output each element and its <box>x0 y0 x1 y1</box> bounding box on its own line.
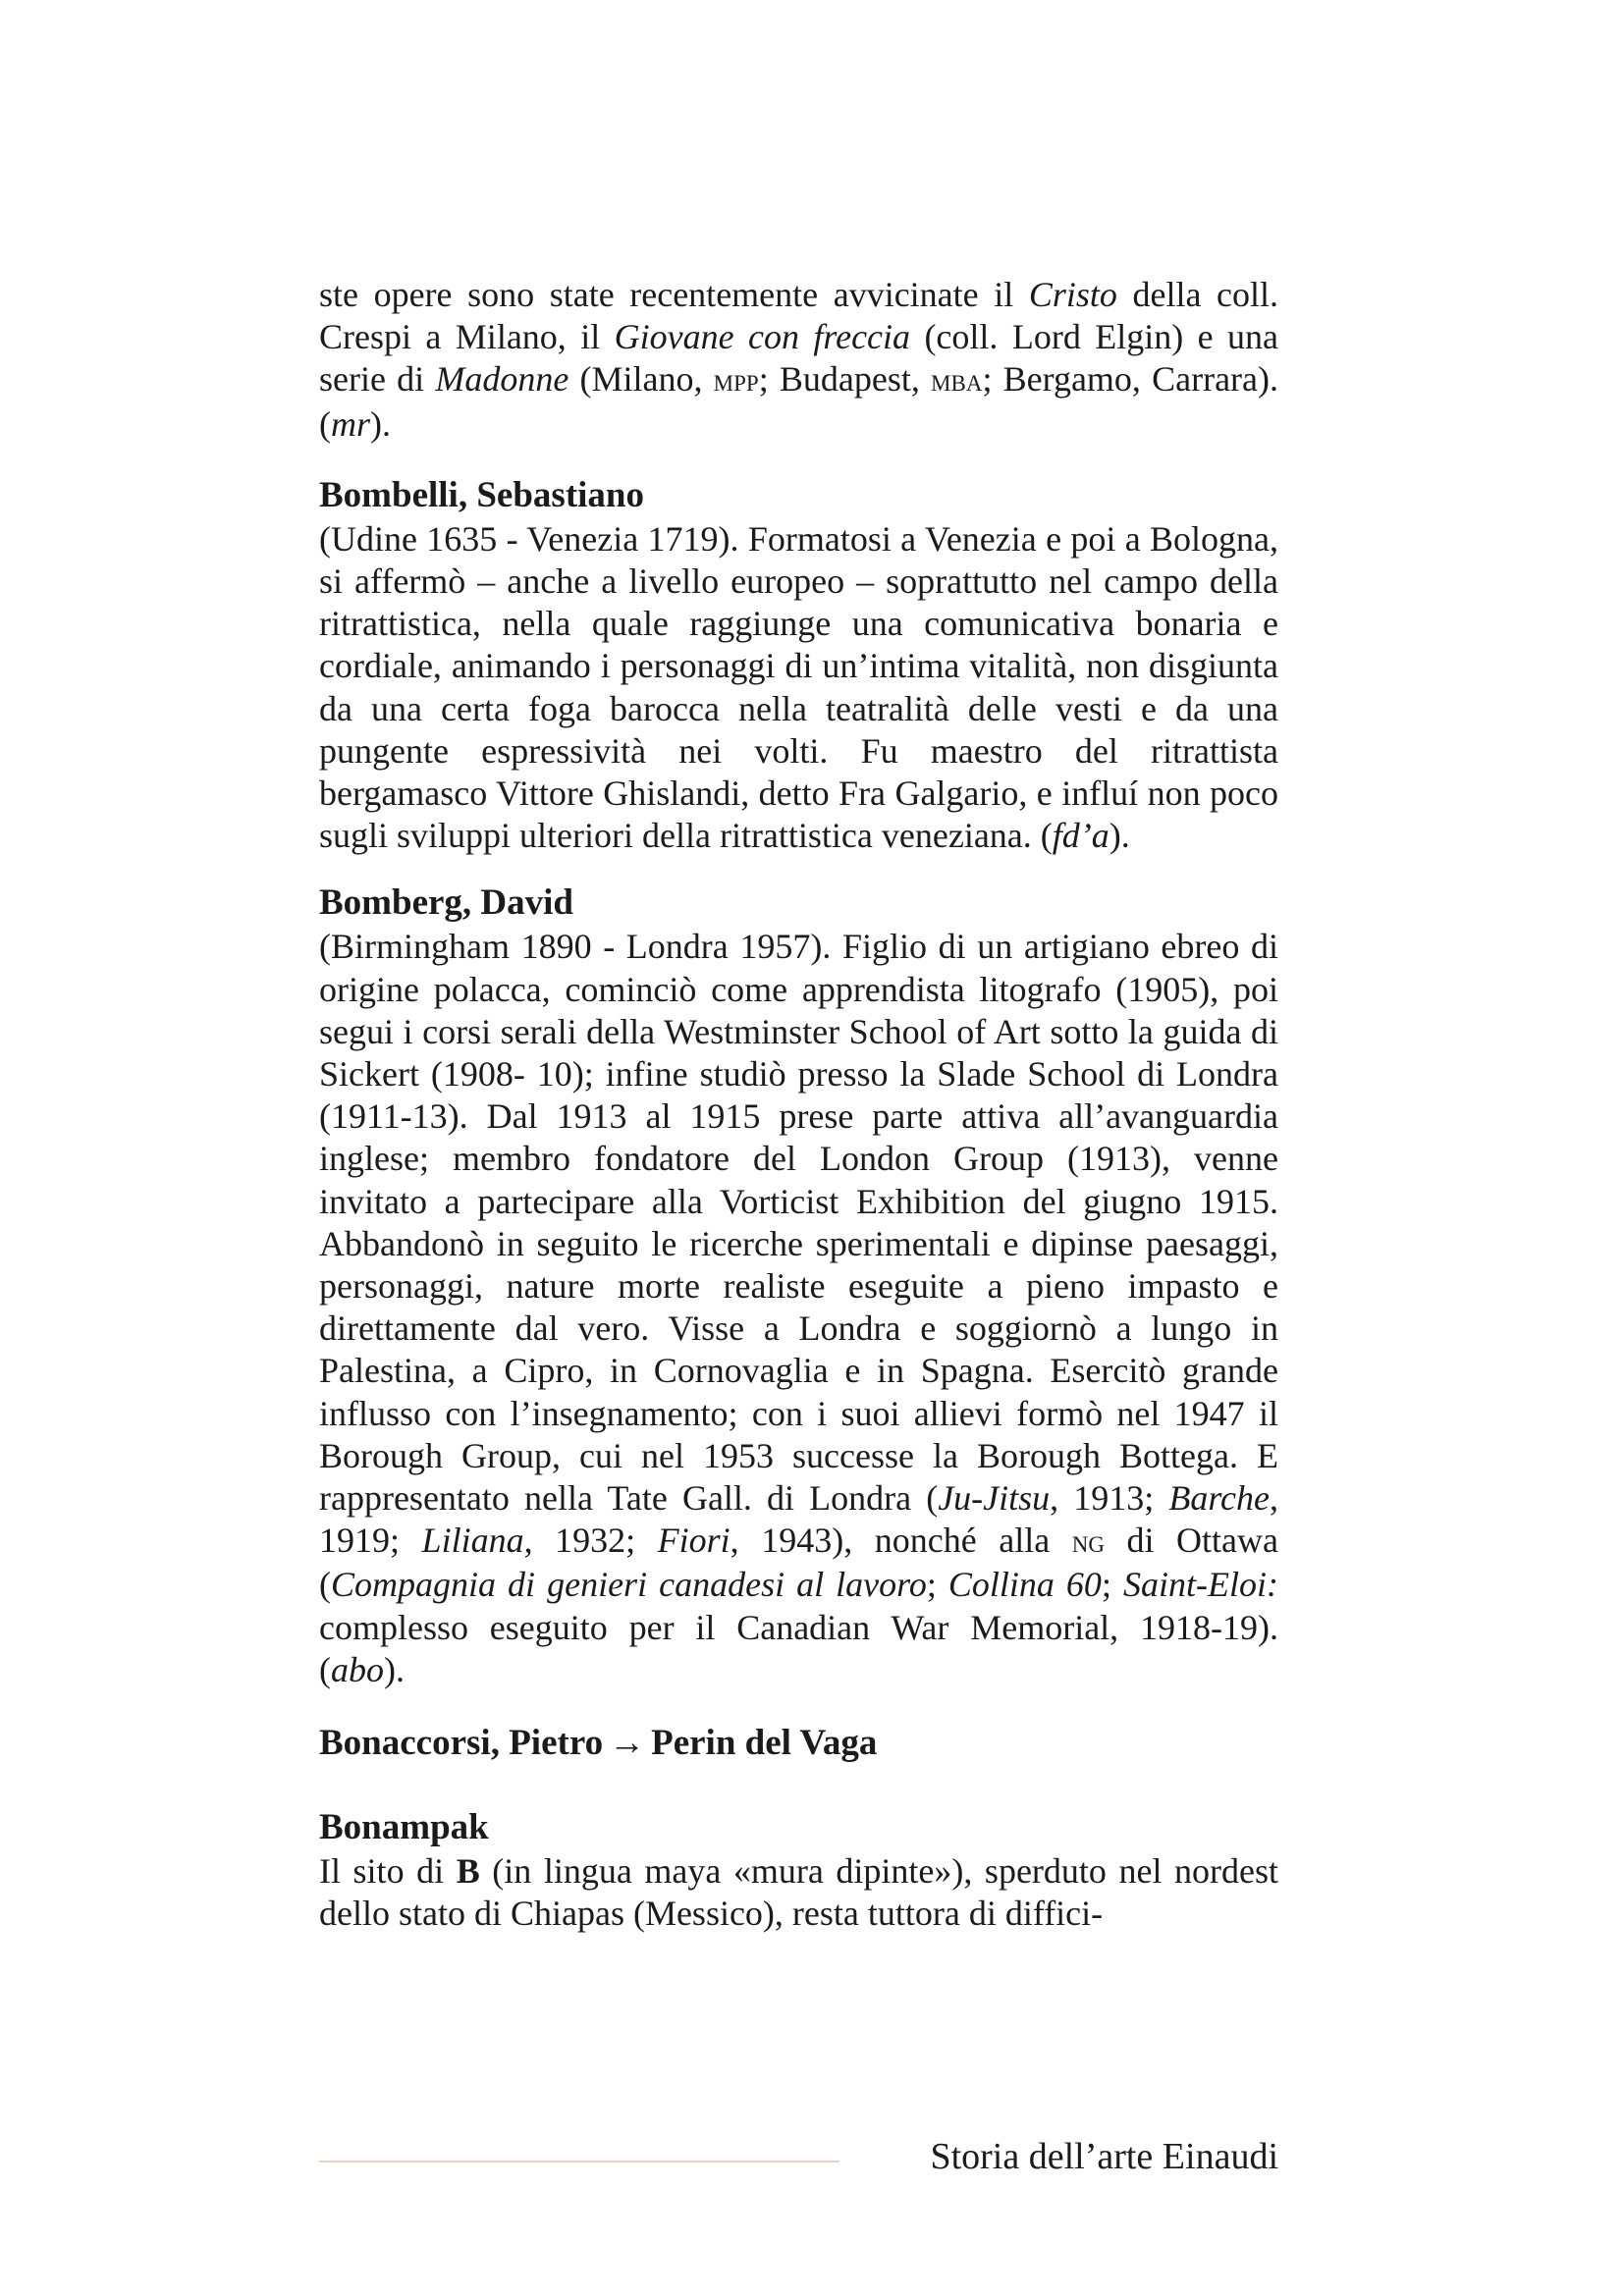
text-run: , 1932; <box>523 1521 658 1561</box>
work-title: Liliana <box>421 1521 524 1561</box>
entry-body-bomberg <box>319 926 1278 1691</box>
text-run: ). <box>384 1649 405 1689</box>
work-title: Collina 60 <box>947 1565 1102 1605</box>
text-run: , 1919; <box>319 1478 1278 1561</box>
author-initials: mr <box>331 403 371 444</box>
page-footer <box>319 2134 1278 2183</box>
author-initials: abo <box>331 1649 384 1689</box>
museum-abbreviation: ng <box>1071 1524 1105 1561</box>
footer-publication-title: Storia dell’arte Einaudi <box>930 2136 1278 2177</box>
work-title: Saint-Eloi: <box>1122 1565 1278 1605</box>
text-run: ; Bergamo, Carrara). ( <box>319 359 1279 444</box>
entry-title-bomberg: Bomberg, David <box>319 882 573 924</box>
text-run: ). <box>1109 816 1130 856</box>
text-run: ; <box>926 1565 948 1605</box>
work-title: Compagnia di genieri canadesi al lavoro <box>331 1565 927 1605</box>
museum-abbreviation: mba <box>931 363 983 400</box>
work-title: Ju-Jitsu <box>938 1478 1051 1519</box>
text-run: di Ottawa ( <box>319 1521 1278 1605</box>
author-initials: fd’a <box>1052 816 1109 856</box>
text-run: ste opere sono state recentemente avvicinate il <box>319 275 1029 314</box>
work-title: Fiori <box>657 1521 730 1561</box>
text-run: ). <box>370 403 392 444</box>
museum-abbreviation: mpp <box>713 363 759 400</box>
work-title: Madonne <box>435 359 569 400</box>
text-run: Il sito di <box>319 1851 457 1892</box>
text-run: (Birmingham 1890 - Londra 1957). Figlio di un artigiano ebreo di origine polacca, cominciò come apprendista litografo (1905), poi segui i corsi serali della Westminster School of Art sotto la guida di Sickert (1908- 10); infine studiò presso la Slade School di Londra (1911-13). Dal 1913 al 1915 prese parte attiva all’avanguardia inglese; membro fondatore del London Group (1913), venne invitato a partecipare alla Vorticist Exhibition del giugno 1915. Abbandonò in seguito le ricerche sperimentali e dipinse paesaggi, personaggi, nature morte realiste eseguite a pieno impasto e direttamente dal vero. Visse a Londra e soggiornò a lungo in Palestina, a Cipro, in Cornovaglia e in Spagna. Esercitò grande influsso con l’insegnamento; con i suoi allievi formò nel 1947 il Borough Group, cui nel 1953 successe la Borough Bottega. E rappresentato nella Tate Gall. di Londra ( <box>319 927 1278 1519</box>
text-run: della coll. Crespi a Milano, il <box>319 275 1278 357</box>
text-run: (in lingua maya «mura dipinte»), sperduto nel nordest dello stato di Chiapas (Messico), resta tuttora di diffici- <box>319 1851 1278 1934</box>
text-run: ; Budapest, <box>758 359 932 400</box>
text-run: ; <box>1101 1565 1123 1605</box>
cross-reference-link[interactable]: Perin del Vaga <box>651 1723 878 1764</box>
text-run: complesso eseguito per il Canadian War Memorial, 1918-19). ( <box>319 1607 1278 1689</box>
text-run: (Milano, <box>568 359 714 400</box>
text-run: , 1943), nonché alla <box>730 1521 1072 1561</box>
entry-body-bonampak <box>319 1850 1278 1935</box>
work-title: Barche <box>1168 1478 1270 1519</box>
page-content <box>319 274 1278 1936</box>
text-run: , 1913; <box>1050 1478 1169 1519</box>
see-also-arrow-icon: → <box>609 1723 646 1764</box>
entry-title-bombelli: Bombelli, Sebastiano <box>319 474 644 515</box>
entry-title-bonampak: Bonampak <box>319 1807 489 1848</box>
continued-paragraph <box>319 274 1278 446</box>
footer-divider <box>319 2161 839 2163</box>
entry-body-bombelli <box>319 518 1278 858</box>
work-title: Cristo <box>1028 275 1117 314</box>
work-title: Giovane con freccia <box>614 317 911 357</box>
entry-title-text: Bonaccorsi, Pietro <box>319 1723 604 1764</box>
text-run: (coll. Lord Elgin) e una serie di <box>319 317 1279 400</box>
text-run: (Udine 1635 - Venezia 1719). Formatosi a Venezia e poi a Bologna, si affermò – anche a livello europeo – soprattutto nel campo della ritrattistica, nella quale raggiunge una comunicativa bonaria e cordiale, animando i personaggi di un’intima vitalità, non disgiunta da una certa foga barocca nella teatralità delle vesti e da una pungente espressività nei volti. Fu maestro del ritrattista bergamasco Vittore Ghislandi, detto Fra Galgario, e influí non poco sugli sviluppi ulteriori della ritrattistica veneziana. ( <box>319 518 1278 856</box>
entry-title-bonaccorsi <box>319 1721 1278 1766</box>
entry-abbreviation: B <box>456 1851 480 1892</box>
